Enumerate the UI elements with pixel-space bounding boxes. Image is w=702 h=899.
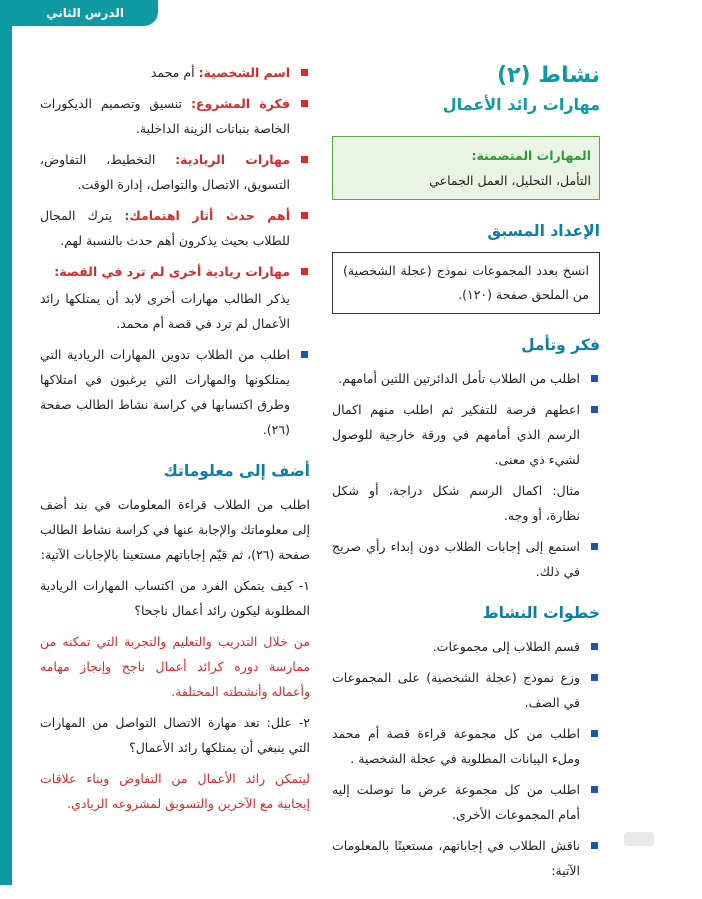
answer-text: أم محمد [150, 65, 195, 80]
list-item [40, 259, 310, 284]
list-item: استمع إلى إجابات الطلاب دون إبداء رأي صريح في ذلك. [332, 534, 600, 584]
question-2: ٢- علل: تعد مهارة الاتصال التواصل من المهارات التي ينبغي أن يمتلكها رائد الأعمال؟ [40, 715, 310, 755]
skills-box [332, 136, 600, 200]
list-item [40, 60, 310, 85]
think-list [332, 366, 600, 472]
answer-text: يترك المجال للطلاب بحيث يذكرون أهم حدث بالنسبة لهم. [40, 208, 290, 248]
right-column [332, 60, 600, 899]
list-item: اعطهم فرصة للتفكير ثم اطلب منهم اكمال الرسم الذي أمامهم في ورقة خارجية للوصول لشيء ذي معنى. [332, 397, 600, 472]
list-item: اطلب من الطلاب تأمل الدائرتين اللتين أمامهم. [332, 366, 600, 391]
other-skills-note: يذكر الطالب مهارات أخرى لابد أن يمتلكها رائد الأعمال لم ترد في قصة أم محمد. [40, 291, 290, 331]
lesson-tab [12, 0, 158, 26]
list-item: اطلب من الطلاب تدوين المهارات الريادية التي يمتلكونها والمهارات التي يرغبون في امتلاكها وطرق اكتسابها في كراسة نشاط الطالب صفحة (٢٦). [40, 342, 310, 442]
preparation-text: انسخ بعدد المجموعات نموذج (عجلة الشخصية) من الملحق صفحة (١٢٠). [343, 263, 589, 302]
lesson-tab-label: الدرس الثاني [46, 6, 124, 20]
corner-mark [624, 832, 654, 846]
steps-heading: خطوات النشاط [482, 604, 600, 622]
record-list [40, 342, 310, 442]
answer-1: من خلال التدريب والتعليم والتجربة التي تمكنه من ممارسة دوره كرائد أعمال ناجح وإنجاز مهامه وأعماله وأنشطته المختلفة. [40, 634, 310, 699]
preparation-heading: الإعداد المسبق [487, 222, 600, 240]
list-item: اطلب من كل مجموعة قراءة قصة أم محمد وملء البيانات المطلوبة في عجلة الشخصية . [332, 721, 600, 771]
question-1: ١- كيف يتمكن الفرد من اكتساب المهارات الريادية المطلوبة ليكون رائد أعمال ناجحا؟ [40, 578, 310, 618]
list-item: اطلب من كل مجموعة عرض ما توصلت إليه أمام المجموعات الأخرى. [332, 777, 600, 827]
think-heading: فكر وتأمل [521, 336, 600, 354]
think-example: مثال: اكمال الرسم شكل دراجة، أو شكل نظارة، أو وجه. [332, 483, 580, 523]
answer-term: مهارات ريادية أخرى لم ترد في القصة: [54, 264, 290, 279]
list-item: ناقش الطلاب في إجاباتهم، مستعينًا بالمعلومات الآتية: [332, 833, 600, 883]
steps-list [332, 634, 600, 883]
list-item: قسم الطلاب إلى مجموعات. [332, 634, 600, 659]
think-list-2 [332, 534, 600, 584]
answer-term: مهارات الريادية: [175, 152, 290, 167]
answer-2: ليتمكن رائد الأعمال من التفاوض وبناء علاقات إيجابية مع الآخرين والتسويق لمشروعه الريادي. [40, 771, 310, 811]
answer-text: تنسيق وتصميم الديكورات الخاصة بنباتات الزينة الداخلية. [40, 96, 290, 136]
info-intro: اطلب من الطلاب قراءة المعلومات في بند أضف إلى معلوماتك والإجابة عنها في كراسة نشاط الطالب صفحة (٢٦)، ثم قيّم إجاباتهم مستعينا بالإجابات الآتية: [40, 497, 310, 562]
preparation-box [332, 252, 600, 314]
skills-label: المهارات المتضمنة: [471, 148, 591, 163]
list-item [40, 91, 310, 141]
info-heading: أضف إلى معلوماتك [163, 462, 310, 480]
list-item [40, 203, 310, 253]
left-column [40, 60, 310, 822]
list-item [40, 147, 310, 197]
answers-list [40, 60, 310, 284]
activity-title: نشاط (٢) [497, 63, 600, 88]
activity-subtitle: مهارات رائد الأعمال [442, 95, 600, 114]
skills-text: التأمل، التحليل، العمل الجماعي [429, 173, 591, 188]
answer-text: التخطيط، التفاوض، التسويق، الاتصال والتواصل، إدارة الوقت. [40, 152, 290, 192]
side-color-bar [0, 0, 12, 885]
answer-term: فكرة المشروع: [190, 96, 290, 111]
answer-term: أهم حدث أثار اهتمامك: [124, 208, 290, 223]
list-item: وزع نموذج (عجلة الشخصية) على المجموعات في الصف. [332, 665, 600, 715]
answer-term: اسم الشخصية: [198, 65, 290, 80]
